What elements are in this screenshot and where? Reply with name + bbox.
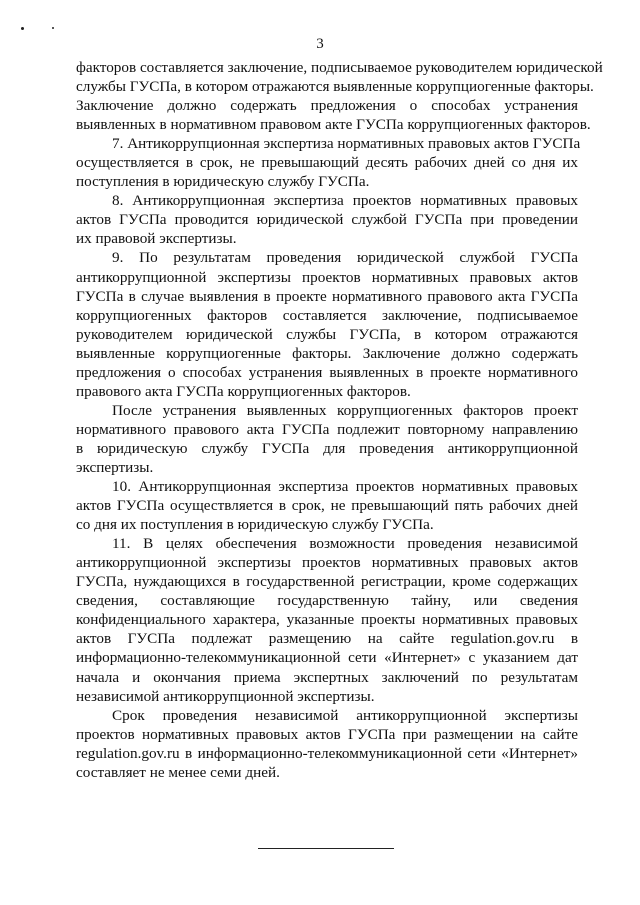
text-line: их правовой экспертизы. [76,230,237,248]
text-line: руководителем юридической службы ГУСПа, в котором отражаются [76,325,578,343]
text-line: актов ГУСПа подлежат размещению на сайте regulation.gov.ru в [76,630,578,648]
text-line: поступления в юридическую службу ГУСПа. [76,173,370,191]
text-line: в юридическую службу ГУСПа для проведения антикоррупционной [76,439,578,457]
text-line: актов ГУСПа осуществляется в срок, не превышающий пять рабочих дней [76,497,578,515]
text-line: службы ГУСПа, в котором отражаются выявленные коррупциогенные факторы. [76,78,594,96]
text-line: начала и окончания приема экспертных заключений по результатам [76,668,578,686]
text-line: антикоррупционной экспертизы проектов нормативных правовых актов [76,554,578,572]
text-line: проектов нормативных правовых актов ГУСПа при размещении на сайте [76,725,578,743]
text-line: ГУСПа, нуждающихся в государственной регистрации, кроме содержащих [76,573,578,591]
text-line: выявленные коррупциогенные факторы. Заключение должно содержать [76,344,578,362]
text-line: правового акта ГУСПа коррупциогенных факторов. [76,382,411,400]
text-line: антикоррупционной экспертизы проектов нормативных правовых актов [76,268,578,286]
text-line: информационно-телекоммуникационной сети «Интернет» с указанием дат [76,649,578,667]
signature-divider-line [258,848,394,849]
text-line: осуществляется в срок, не превышающий десять рабочих дней со дня их [76,154,578,172]
text-line: выявленных в нормативном правовом акте ГУСПа коррупциогенных факторов. [76,116,591,134]
text-line: После устранения выявленных коррупциогенных факторов проект [112,401,578,419]
text-line: 11. В целях обеспечения возможности проведения независимой [112,535,578,553]
text-line: Срок проведения независимой антикоррупционной экспертизы [112,706,578,724]
text-line: составляет не менее семи дней. [76,763,280,781]
text-line: 9. По результатам проведения юридической службой ГУСПа [112,249,578,267]
text-line: 10. Антикоррупционная экспертиза проектов нормативных правовых [112,478,578,496]
page-number: 3 [316,36,324,52]
text-line: со дня их поступления в юридическую службу ГУСПа. [76,516,434,534]
text-line: экспертизы. [76,458,154,476]
text-line: коррупциогенных факторов составляется заключение, подписываемое [76,306,578,324]
text-line: ГУСПа в случае выявления в проекте нормативного правового акта ГУСПа [76,287,578,305]
text-line: 7. Антикоррупционная экспертиза нормативных правовых актов ГУСПа [112,135,581,153]
text-line: актов ГУСПа проводится юридической службой ГУСПа при проведении [76,211,578,229]
text-line: факторов составляется заключение, подписываемое руководителем юридической [76,59,603,76]
document-body [76,58,603,782]
text-line: сведения, составляющие государственную тайну, или сведения [76,592,578,610]
text-line: нормативного правового акта ГУСПа подлежит повторному направлению [76,420,578,438]
text-line: 8. Антикоррупционная экспертиза проектов нормативных правовых [112,192,578,210]
text-line: regulation.gov.ru в информационно-телекоммуникационной сети «Интернет» [76,744,578,762]
scan-artifact-dot [21,27,24,30]
text-line: независимой антикоррупционной экспертизы. [76,687,375,705]
text-line: Заключение должно содержать предложения о способах устранения [76,97,578,115]
scan-artifact-dot [52,27,54,29]
text-line: конфиденциального характера, указанные проекты нормативных правовых [76,611,578,629]
text-line: предложения о способах устранения выявленных в проекте нормативного [76,363,578,381]
